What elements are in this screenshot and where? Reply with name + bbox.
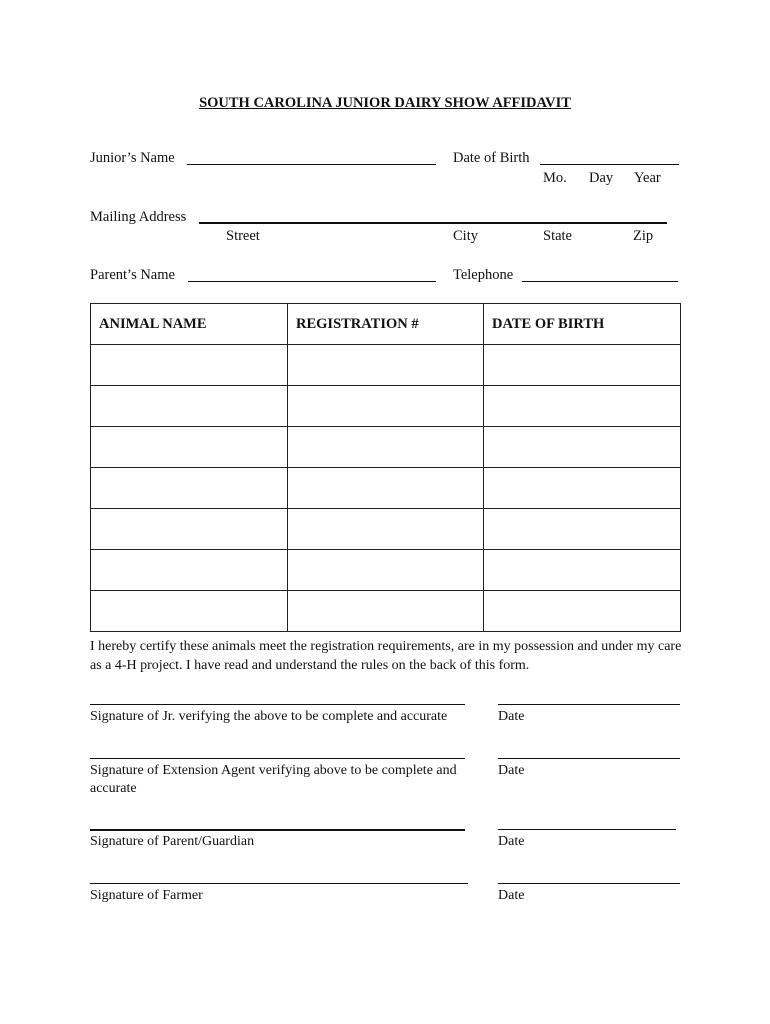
junior-signature-date-field[interactable] [498, 704, 680, 705]
junior-name-label: Junior’s Name [90, 150, 175, 166]
table-row [91, 386, 681, 427]
telephone-field[interactable] [522, 281, 678, 282]
mailing-address-field[interactable] [199, 222, 667, 224]
farmer-signature-date-field[interactable] [498, 883, 680, 884]
junior-date-label: Date [498, 709, 525, 724]
animal-name-cell[interactable] [91, 468, 288, 509]
telephone-label: Telephone [453, 267, 514, 283]
parent-name-label: Parent’s Name [90, 267, 175, 283]
table-row [91, 427, 681, 468]
state-label: State [543, 228, 572, 244]
agent-date-label: Date [498, 763, 525, 778]
date-of-birth-cell[interactable] [484, 509, 681, 550]
animal-name-cell[interactable] [91, 509, 288, 550]
registration-cell[interactable] [288, 509, 484, 550]
mailing-address-label: Mailing Address [90, 209, 187, 225]
junior-signature-label: Signature of Jr. verifying the above to be complete and accurate [90, 709, 448, 724]
animal-name-header: ANIMAL NAME [91, 304, 288, 345]
farmer-date-label: Date [498, 888, 525, 903]
dob-month-label: Mo. [543, 170, 567, 186]
date-of-birth-header: DATE OF BIRTH [484, 304, 681, 345]
animal-name-cell[interactable] [91, 591, 288, 632]
table-row [91, 509, 681, 550]
parent-signature-date-field[interactable] [498, 829, 676, 830]
animal-name-cell[interactable] [91, 386, 288, 427]
parent-name-field[interactable] [188, 281, 436, 282]
date-of-birth-cell[interactable] [484, 386, 681, 427]
agent-signature-field[interactable] [90, 758, 465, 759]
farmer-signature-field[interactable] [90, 883, 468, 884]
animal-name-cell[interactable] [91, 427, 288, 468]
junior-signature-field[interactable] [90, 704, 465, 705]
dob-year-label: Year [634, 170, 661, 186]
table-row [91, 345, 681, 386]
certification-text: I hereby certify these animals meet the registration requirements, are in my possession and under my care as a 4-H project. I have read and understand the rules on the back of this form. [90, 639, 682, 673]
registration-cell[interactable] [288, 427, 484, 468]
date-of-birth-cell[interactable] [484, 345, 681, 386]
animal-name-cell[interactable] [91, 345, 288, 386]
registration-cell[interactable] [288, 468, 484, 509]
dob-label: Date of Birth [453, 150, 530, 166]
date-of-birth-cell[interactable] [484, 550, 681, 591]
date-of-birth-cell[interactable] [484, 427, 681, 468]
animal-table [90, 303, 681, 632]
street-label: Street [226, 228, 260, 244]
form-title: SOUTH CAROLINA JUNIOR DAIRY SHOW AFFIDAVIT [199, 95, 571, 111]
registration-cell[interactable] [288, 550, 484, 591]
date-of-birth-cell[interactable] [484, 591, 681, 632]
table-row [91, 550, 681, 591]
zip-label: Zip [633, 228, 654, 244]
registration-cell[interactable] [288, 591, 484, 632]
city-label: City [453, 228, 478, 244]
table-row [91, 591, 681, 632]
table-header-row [91, 304, 681, 345]
date-of-birth-cell[interactable] [484, 468, 681, 509]
table-row [91, 468, 681, 509]
registration-cell[interactable] [288, 345, 484, 386]
parent-signature-label: Signature of Parent/Guardian [90, 834, 255, 849]
parent-signature-field[interactable] [90, 829, 465, 831]
registration-cell[interactable] [288, 386, 484, 427]
registration-header: REGISTRATION # [288, 304, 484, 345]
animal-name-cell[interactable] [91, 550, 288, 591]
junior-name-field[interactable] [187, 164, 436, 165]
farmer-signature-label: Signature of Farmer [90, 888, 203, 903]
agent-signature-label: Signature of Extension Agent verifying above to be complete and accurate [90, 763, 457, 796]
dob-field[interactable] [540, 164, 679, 165]
agent-signature-date-field[interactable] [498, 758, 680, 759]
dob-day-label: Day [589, 170, 614, 186]
parent-date-label: Date [498, 834, 525, 849]
